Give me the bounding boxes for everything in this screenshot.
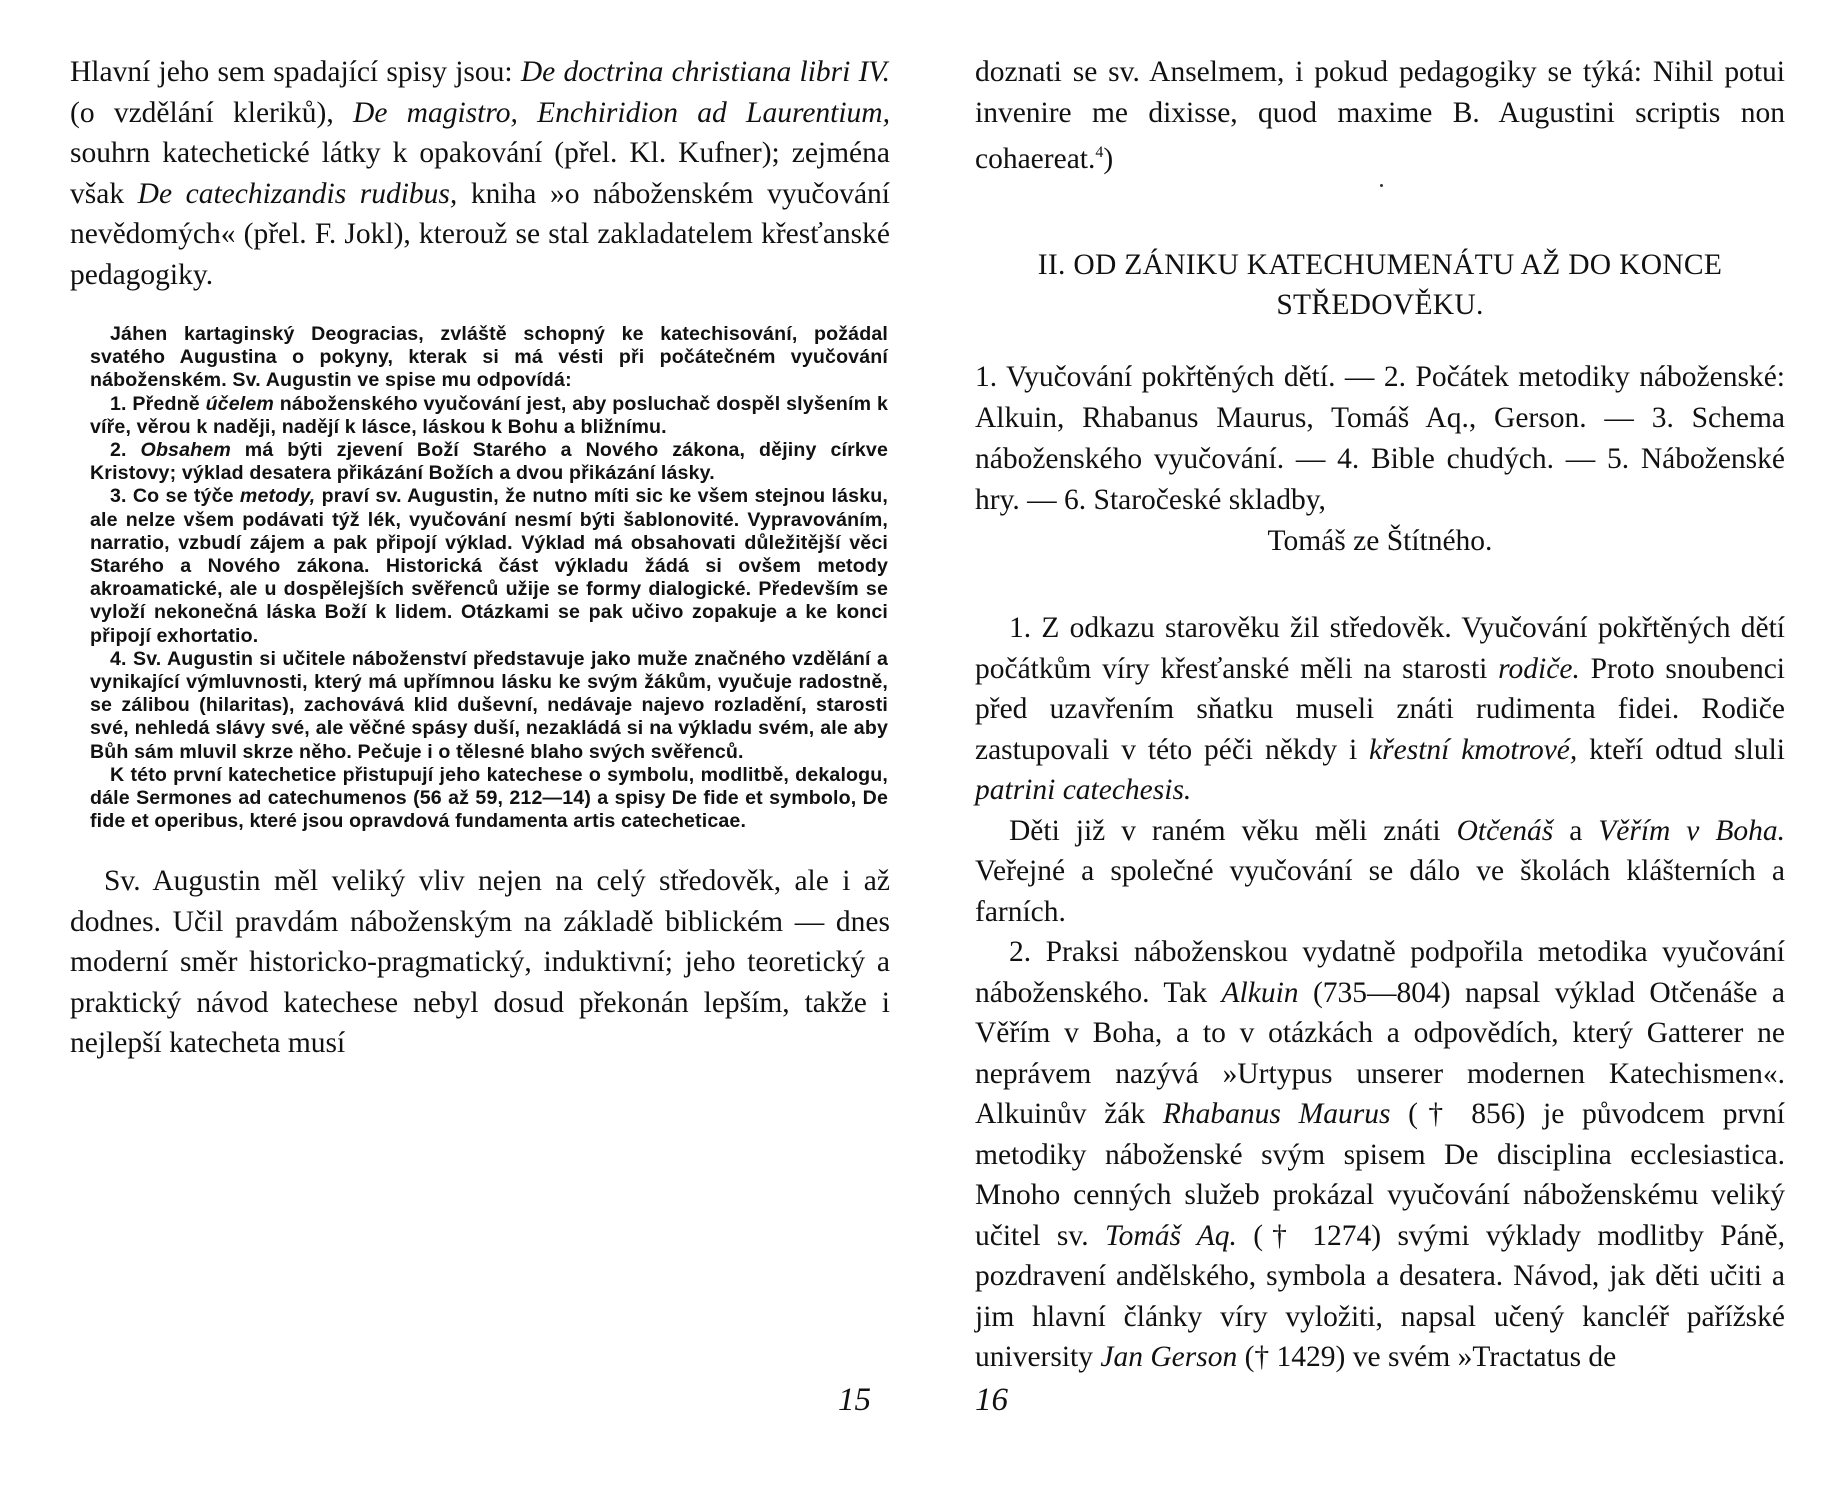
footnote-ref: 4 bbox=[1095, 144, 1104, 161]
right-paragraph-0: doznati se sv. Anselmem, i pokud pedagogiky se týká: Nihil potui invenire me dixisse, quod maxime B. Augustini scriptis non cohaereat.$^4$) bbox=[975, 56, 1785, 175]
stray-dot bbox=[1380, 184, 1383, 187]
right-paragraph-1: 1. Z odkazu starověku žil středověk. Vyučování pokřtěných dětí počátkům víry křesťanské měli na starosti rodiče. Proto snoubenci před uzavřením sňatku museli znáti rudimenta fidei. Rodiče zastupovali v této péči někdy i křestní kmotrové, kteří odtud sluli patrini catechesis. bbox=[975, 612, 1786, 807]
right-page bbox=[975, 0, 1785, 1500]
note-item-5: K této první katechetice přistupují jeho katechese o symbolu, modlitbě, dekalogu, dále Sermones ad catechumenos (56 až 59, 212—14) a spisy De fide et symbolo, De fide et operibus, které jsou opravdová fundamenta artis catecheticae. bbox=[90, 763, 888, 833]
note-intro: Jáhen kartaginský Deogracias, zvláště schopný ke katechisování, požádal svatého Augustina o pokyny, kterak si má vésti při počátečném vyučování náboženském. Sv. Augustin ve spise mu odpovídá: bbox=[90, 323, 888, 392]
left-paragraph-1: Hlavní jeho sem spadající spisy jsou: De doctrina christiana libri IV. (o vzdělání kleriků), De magistro, Enchiridion ad Laurentium, souhrn katechetické látky k opakování (přel. Kl. Kufner); zejména však De catechizandis rudibus, kniha »o náboženském vyučování nevědomých« (přel. F. Jokl), kterouž se stal zakladatelem křesťanské pedagogiky. bbox=[70, 56, 890, 291]
right-paragraph-2: Děti již v raném věku měli znáti Otčenáš a Věřím v Boha. Veřejné a společné vyučování se dálo ve školách klášterních a farních. bbox=[975, 814, 1785, 928]
right-paragraph-3: 2. Praksi náboženskou vydatně podpořila metodika vyučování náboženského. Tak Alkuin (735—804) napsal výklad Otčenáše a Věřím v Boha, a to v otázkách a odpovědích, který Gatterer ne neprávem nazývá »Urtypus unserer modernen Katechismen«. Alkuinův žák Rhabanus Maurus († 856) je původcem první metodiky náboženské svým spisem De disciplina ecclesiastica. Mnoho cenných služeb prokázal vyučování náboženskému veliký učitel sv. Tomáš Aq. († 1274) svými výklady modlitby Páně, pozdravení andělského, symbola a desatera. Návod, jak děti učiti a jim hlavní články víry vyložiti, napsal učený kancléř pařížské university Jan Gerson († 1429) ve svém »Tractatus de bbox=[975, 936, 1785, 1374]
left-page bbox=[70, 0, 890, 1500]
footnote-block bbox=[70, 323, 890, 833]
chapter-heading: II. OD ZÁNIKU KATECHUMENÁTU AŽ DO KONCE STŘEDOVĚKU. bbox=[1037, 249, 1723, 322]
left-paragraph-2: Sv. Augustin měl veliký vliv nejen na celý středověk, ale i až dodnes. Učil pravdám náboženským na základě biblickém — dnes moderní směr historicko-pragmatický, induktivní; jeho teoretický a praktický návod katechese nebyl dosud překonán lepším, takže i nejlepší katecheta musí bbox=[70, 865, 890, 1060]
note-item-1: 1. Předně účelem náboženského vyučování jest, aby posluchač dospěl slyšením k víře, věrou k naději, nadějí k lásce, láskou k Bohu a bližnímu. bbox=[90, 392, 889, 438]
chapter-summary: 1. Vyučování pokřtěných dětí. — 2. Počátek metodiky náboženské: Alkuin, Rhabanus Maurus, Tomáš Aq., Gerson. — 3. Schema náboženského vyučování. — 4. Bible chudých. — 5. Náboženské hry. — 6. Staročeské skladby, bbox=[975, 361, 1785, 517]
page-number-left: 15 bbox=[838, 1382, 871, 1418]
note-item-4: 4. Sv. Augustin si učitele náboženství představuje jako muže značného vzdělání a vynikající výmluvnosti, který má upřímnou lásku ke svým žákům, vyučuje radostně, se zálibou (hilaritas), zachovává klid duševní, nedávaje najevo rozladění, starosti své, nehledá slávy své, ale věčné spásy duší, nezakládá si na výkladu svém, ale aby Bůh sám mluvil skrze něho. Pečuje i o tělesné blaho svých svěřenců. bbox=[90, 647, 888, 763]
chapter-summary-last: Tomáš ze Štítného. bbox=[1267, 525, 1493, 558]
note-item-3: 3. Co se týče metody, praví sv. Augustin, že nutno míti sic ke všem stejnou lásku, ale nelze všem podávati týž lék, vyučování nesmí býti šablonovité. Vypravováním, narratio, vzbudí zájem a pak připojí výklad. Výklad má obsahovati důležitější věci Starého a Nového zákona. Historická část výkladu žádá si ovšem metody akroamatické, ale u dospělejších svěřenců užije se formy dialogické. Především se vyloží nekonečná láska Boží k lidem. Otázkami se pak učivo zopakuje a ke konci připojí exhortatio. bbox=[90, 485, 888, 647]
page-number-right: 16 bbox=[975, 1382, 1008, 1418]
note-item-2: 2. Obsahem má býti zjevení Boží Starého a Nového zákona, dějiny církve Kristovy; výklad desatera přikázání Božích a dvou přikázání lásky. bbox=[90, 439, 888, 485]
